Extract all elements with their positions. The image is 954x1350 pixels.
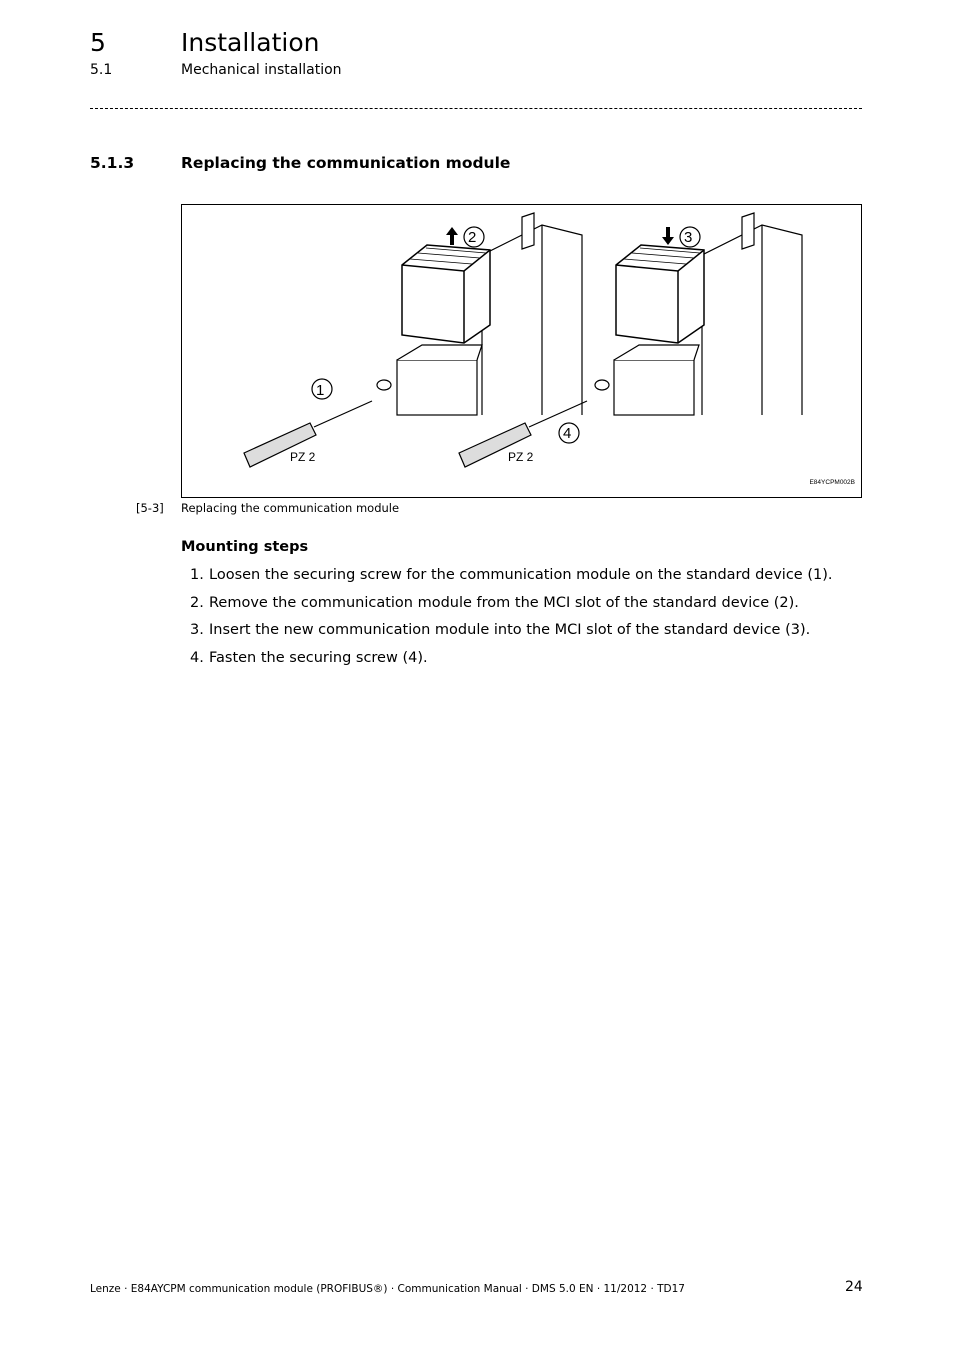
step-item: 3. Insert the new communication module into the MCI slot of the standard device (3). — [190, 622, 811, 638]
step-item: 1. Loosen the securing screw for the communication module on the standard device (1). — [190, 567, 833, 583]
steps-list — [190, 565, 832, 675]
tool-label-right: PZ 2 — [508, 450, 534, 464]
chapter-title: Installation — [181, 28, 320, 57]
figure-code: E84YCPM002B — [809, 479, 855, 486]
figure-caption-number: [5-3] — [136, 501, 164, 515]
subsection-number: 5.1.3 — [90, 154, 135, 172]
subsection-title: Replacing the communication module — [181, 154, 511, 172]
step-item: 2. Remove the communication module from the MCI slot of the standard device (2). — [190, 594, 799, 611]
callout-4: 4 — [563, 425, 572, 442]
step-item: 4. Fasten the securing screw (4). — [190, 649, 428, 666]
footer-text: Lenze · E84AYCPM communication module (PROFIBUS®) · Communication Manual · DMS 5.0 EN · 11/2012 · TD17 — [90, 1283, 685, 1295]
steps-heading: Mounting steps — [181, 539, 309, 555]
header-divider — [90, 108, 862, 109]
callout-3: 3 — [684, 229, 693, 246]
tool-label-left: PZ 2 — [290, 450, 316, 464]
callout-1: 1 — [316, 382, 325, 399]
section-number: 5.1 — [90, 62, 113, 78]
section-title: Mechanical installation — [181, 62, 342, 78]
chapter-number: 5 — [90, 28, 106, 57]
installation-figure — [181, 204, 862, 498]
callout-2: 2 — [468, 229, 477, 246]
figure-caption: Replacing the communication module — [181, 501, 400, 515]
page-number: 24 — [845, 1279, 863, 1295]
